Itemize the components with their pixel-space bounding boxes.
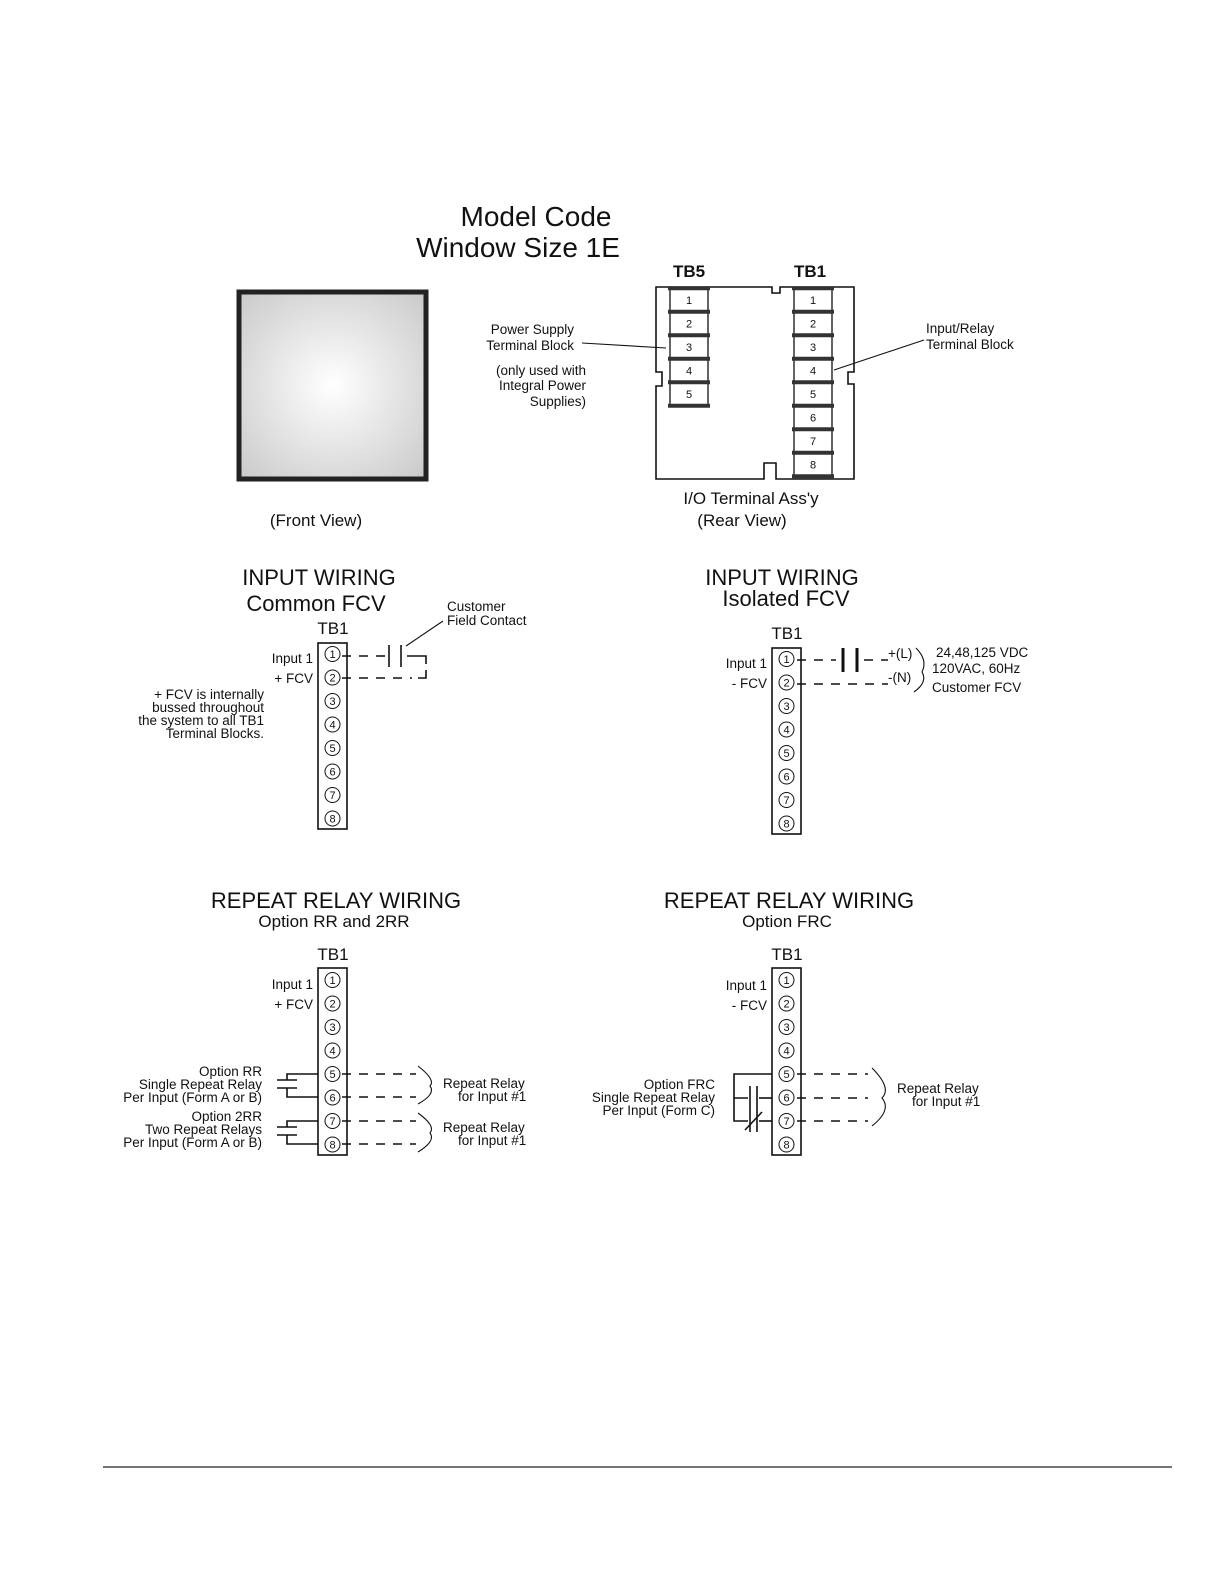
- isolated-supply-brace: [914, 648, 924, 692]
- rr-terminal-5-number: 5: [329, 1069, 336, 1081]
- power-supply-label-line1: Power Supply: [490, 322, 574, 337]
- isolated-terminal-7-number: 7: [783, 795, 790, 807]
- rr-title-line1: REPEAT RELAY WIRING: [210, 888, 462, 913]
- front-panel-window: [239, 292, 426, 479]
- rr-repeat1-line1: Repeat Relay: [443, 1076, 525, 1091]
- tb5-terminal-4-number: 4: [685, 365, 693, 378]
- tb5-separator-5: [668, 404, 710, 408]
- rear-view-caption-line2: (Rear View): [697, 511, 787, 530]
- power-supply-label-line2: Terminal Block: [486, 338, 574, 353]
- contact-return-corner: [418, 670, 426, 678]
- tb5-label: TB5: [672, 262, 706, 281]
- frc-terminal-2-number: 2: [783, 998, 790, 1011]
- frc-nc-lead-left: [734, 1098, 748, 1121]
- tb1-rear-terminal-5-number: 5: [809, 389, 817, 401]
- tb1-rear-terminal-6-number: 6: [809, 412, 817, 425]
- tb1-rear-separator-8: [792, 474, 834, 478]
- common-title-line1: INPUT WIRING: [242, 565, 396, 590]
- rr-brace-1: [418, 1066, 432, 1104]
- isolated-input-label: Input 1: [725, 656, 767, 671]
- tb1-terminal-block-rear: [792, 286, 834, 478]
- tb1-rear-separator-4: [792, 380, 834, 384]
- tb5-terminal-5-number: 5: [685, 389, 693, 401]
- rr-terminal-strip: [318, 968, 347, 1155]
- frc-input-label: Input 1: [725, 978, 767, 993]
- rr-relay1-bottom-lead: [287, 1088, 318, 1097]
- isolated-terminal-3-number: 3: [783, 701, 790, 713]
- input-wiring-isolated-fcv: [705, 565, 1028, 834]
- frc-terminal-7-number: 7: [783, 1116, 790, 1128]
- common-terminal-3-number: 3: [329, 696, 336, 708]
- frc-repeat-line2: for Input #1: [912, 1094, 981, 1109]
- rr-opt1-line3: Per Input (Form A or B): [123, 1090, 262, 1105]
- rr-terminal-2-number: 2: [329, 998, 336, 1011]
- tb1-rear-separator-5: [792, 404, 834, 408]
- tb5-separator-3: [668, 357, 710, 361]
- common-input-label: Input 1: [271, 651, 313, 666]
- tb1-rear-separator-2: [792, 333, 834, 337]
- rr-repeat2-line2: for Input #1: [458, 1133, 527, 1148]
- rr-opt2-line1: Option 2RR: [191, 1109, 262, 1124]
- tb5-separator-4: [668, 380, 710, 384]
- frc-terminal-strip: [772, 968, 801, 1155]
- tb5-terminal-3-number: 3: [685, 342, 693, 354]
- frc-terminal-6-number: 6: [783, 1092, 790, 1105]
- voltage-line1: 24,48,125 VDC: [936, 645, 1029, 660]
- input-relay-label-line1: Input/Relay: [926, 321, 995, 336]
- rr-tb1-label: TB1: [317, 945, 349, 964]
- title-line2: Window Size 1E: [416, 232, 620, 263]
- frc-terminal-1-number: 1: [783, 975, 790, 987]
- repeat-relay-rr: [123, 888, 526, 1155]
- common-terminal-7-number: 7: [329, 790, 336, 802]
- rr-terminal-4-number: 4: [329, 1045, 336, 1058]
- common-terminal-1-number: 1: [329, 649, 336, 661]
- common-terminal-2-number: 2: [329, 672, 336, 685]
- frc-terminal-4-number: 4: [783, 1045, 790, 1058]
- rr-terminal-1-number: 1: [329, 975, 336, 987]
- frc-common-lead: [734, 1074, 772, 1098]
- power-supply-note-line2: Integral Power: [498, 378, 586, 393]
- tb1-rear-terminal-3-number: 3: [809, 342, 817, 354]
- tb5-separator-1: [668, 310, 710, 314]
- isolated-terminal-2-number: 2: [783, 677, 790, 690]
- minus-n-label: -(N): [888, 670, 912, 685]
- common-terminal-4-number: 4: [329, 719, 336, 732]
- tb1-rear-terminal-7-number: 7: [809, 436, 817, 448]
- isolated-title-line1: INPUT WIRING: [705, 565, 859, 590]
- customer-contact-label-line2: Field Contact: [447, 613, 527, 628]
- rr-terminal-7-number: 7: [329, 1116, 336, 1128]
- rr-title-line2: Option RR and 2RR: [258, 912, 410, 931]
- rr-opt2-line3: Per Input (Form A or B): [123, 1135, 262, 1150]
- frc-tb1-label: TB1: [771, 945, 803, 964]
- rr-relay2-bottom-lead: [287, 1135, 318, 1144]
- input-relay-label-line2: Terminal Block: [926, 337, 1014, 352]
- isolated-terminal-8-number: 8: [783, 818, 790, 831]
- tb1-rear-separator-6: [792, 427, 834, 431]
- isolated-tb1-label: TB1: [771, 624, 803, 643]
- tb1-rear-separator-0: [792, 286, 834, 290]
- frc-title-line1: REPEAT RELAY WIRING: [663, 888, 915, 913]
- tb1-label: TB1: [793, 262, 827, 281]
- tb5-separator-0: [668, 286, 710, 290]
- rr-terminal-8-number: 8: [329, 1139, 336, 1152]
- common-tb1-label: TB1: [317, 619, 349, 638]
- frc-terminal-5-number: 5: [783, 1069, 790, 1081]
- contact-pointer: [406, 621, 443, 646]
- tb1-rear-separator-1: [792, 310, 834, 314]
- tb1-rear-terminal-1-number: 1: [809, 295, 817, 307]
- rear-view: [486, 262, 1014, 530]
- rr-repeat2-line1: Repeat Relay: [443, 1120, 525, 1135]
- common-terminal-8-number: 8: [329, 813, 336, 826]
- rr-opt2-line2: Two Repeat Relays: [144, 1122, 262, 1137]
- isolated-terminal-strip: [772, 648, 801, 834]
- isolated-fcv-label: - FCV: [731, 676, 767, 691]
- common-note-line1: + FCV is internally: [154, 687, 264, 702]
- input-wiring-common-fcv: [138, 565, 527, 829]
- tb1-rear-terminal-4-number: 4: [809, 365, 817, 378]
- power-supply-pointer: [582, 343, 666, 348]
- frc-opt-line1: Option FRC: [643, 1077, 715, 1092]
- tb1-rear-separator-3: [792, 357, 834, 361]
- common-terminal-5-number: 5: [329, 743, 336, 755]
- input-relay-pointer: [834, 340, 924, 370]
- frc-opt-line2: Single Repeat Relay: [591, 1090, 715, 1105]
- power-supply-note-line1: (only used with: [495, 363, 586, 378]
- frc-repeat-line1: Repeat Relay: [897, 1081, 979, 1096]
- tb5-terminal-1-number: 1: [685, 295, 693, 307]
- frc-fcv-label: - FCV: [731, 998, 767, 1013]
- rr-relay1-top-lead: [287, 1074, 318, 1080]
- rr-repeat1-line2: for Input #1: [458, 1089, 527, 1104]
- rr-fcv-label: + FCV: [274, 997, 313, 1012]
- isolated-title-line2: Isolated FCV: [722, 586, 850, 611]
- rr-opt1-line2: Single Repeat Relay: [138, 1077, 262, 1092]
- frc-title-line2: Option FRC: [742, 912, 832, 931]
- common-terminal-6-number: 6: [329, 766, 336, 779]
- customer-contact-label-line1: Customer: [447, 599, 506, 614]
- frc-terminal-3-number: 3: [783, 1022, 790, 1034]
- isolated-terminal-4-number: 4: [783, 724, 790, 737]
- rr-opt1-line1: Option RR: [198, 1064, 262, 1079]
- voltage-line2: 120VAC, 60Hz: [932, 661, 1021, 676]
- common-note-line3: the system to all TB1: [138, 713, 264, 728]
- power-supply-note-line3: Supplies): [529, 394, 586, 409]
- frc-terminal-8-number: 8: [783, 1139, 790, 1152]
- common-note-line2: bussed throughout: [152, 700, 264, 715]
- rear-view-caption-line1: I/O Terminal Ass'y: [683, 489, 819, 508]
- plus-l-label: +(L): [888, 646, 913, 661]
- frc-brace: [872, 1068, 885, 1126]
- rr-terminal-3-number: 3: [329, 1022, 336, 1034]
- title-line1: Model Code: [460, 201, 612, 232]
- front-view-caption: (Front View): [269, 511, 363, 530]
- common-fcv-label: + FCV: [274, 671, 313, 686]
- tb1-rear-terminal-2-number: 2: [809, 318, 817, 331]
- isolated-terminal-1-number: 1: [783, 654, 790, 666]
- common-terminal-strip: [318, 643, 347, 829]
- common-note-line4: Terminal Blocks.: [165, 726, 264, 741]
- contact-wire-right: [407, 656, 426, 664]
- front-view: [239, 292, 426, 530]
- voltage-line3: Customer FCV: [932, 680, 1022, 695]
- isolated-terminal-5-number: 5: [783, 748, 790, 760]
- tb1-rear-separator-7: [792, 451, 834, 455]
- rr-relay2-top-lead: [287, 1121, 318, 1127]
- tb5-separator-2: [668, 333, 710, 337]
- common-title-line2: Common FCV: [246, 591, 386, 616]
- rr-brace-2: [418, 1113, 432, 1152]
- tb5-terminal-block: [668, 286, 710, 408]
- tb1-rear-terminal-8-number: 8: [809, 459, 817, 472]
- isolated-terminal-6-number: 6: [783, 771, 790, 784]
- rr-terminal-6-number: 6: [329, 1092, 336, 1105]
- frc-opt-line3: Per Input (Form C): [602, 1103, 715, 1118]
- rr-input-label: Input 1: [271, 977, 313, 992]
- repeat-relay-frc: [592, 888, 980, 1155]
- tb5-terminal-2-number: 2: [685, 318, 693, 331]
